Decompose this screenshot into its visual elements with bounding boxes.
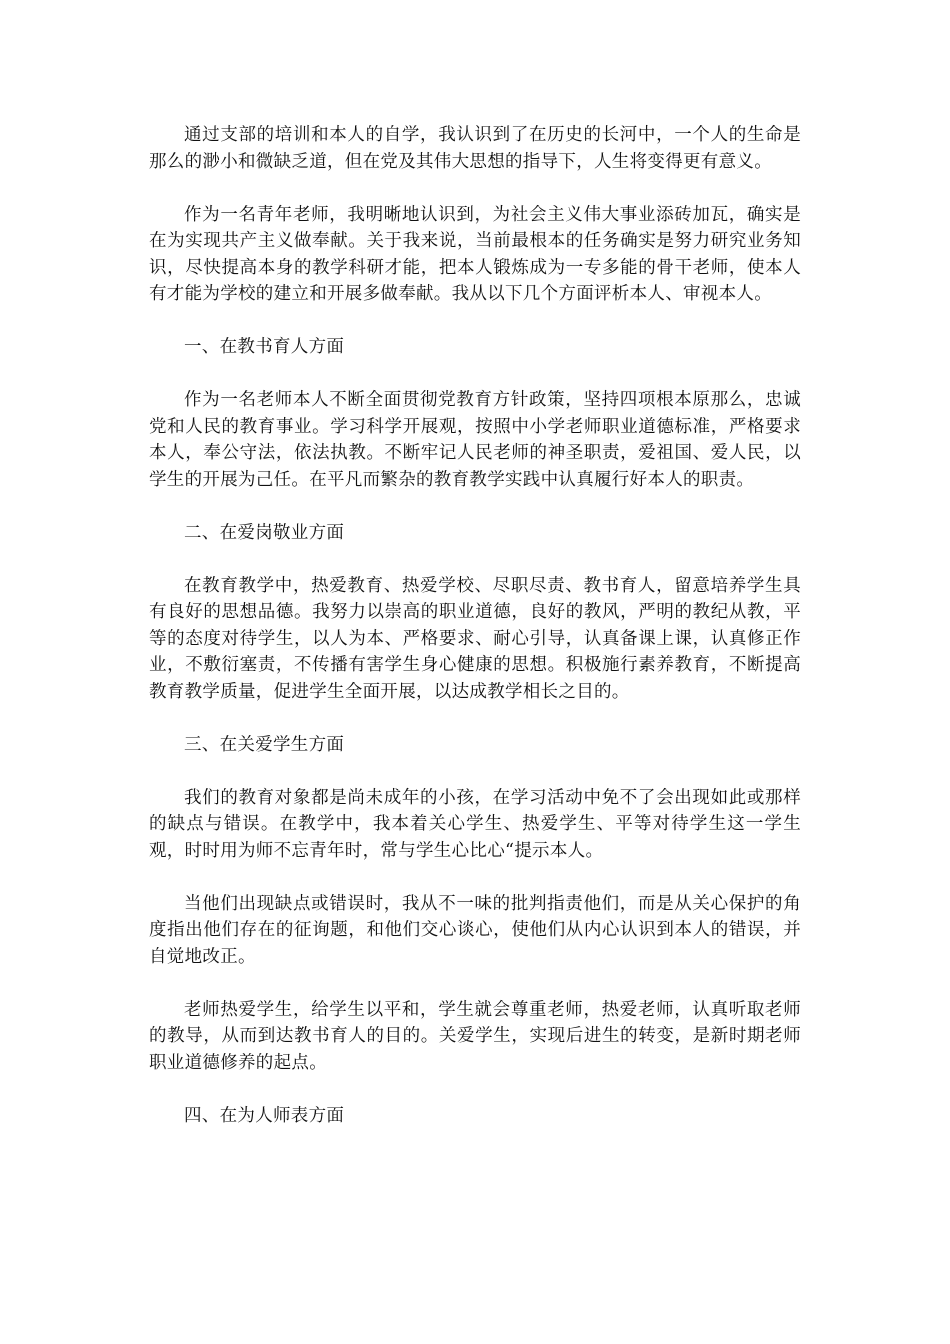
paragraph-caring-2: 当他们出现缺点或错误时，我从不一味的批判指责他们，而是从关心保护的角度指出他们存在的征询题，和他们交心谈心，使他们从内心认识到本人的错误，并自觉地改正。 xyxy=(149,893,801,967)
paragraph-young-teacher: 作为一名青年老师，我明晰地认识到，为社会主义伟大事业添砖加瓦，确实是在为实现共产主义做奉献。关于我来说，当前最根本的任务确实是努力研究业务知识，尽快提高本身的教学科研才能，把本人锻炼成为一专多能的骨干老师，使本人有才能为学校的建立和开展多做奉献。我从以下几个方面评析本人、审视本人。 xyxy=(149,204,801,304)
paragraph-intro: 通过支部的培训和本人的自学，我认识到了在历史的长河中，一个人的生命是那么的渺小和微缺乏道，但在党及其伟大思想的指导下，人生将变得更有意义。 xyxy=(149,125,801,172)
section-heading-dedication: 二、在爱岗敬业方面 xyxy=(184,522,345,543)
section-heading-role-model: 四、在为人师表方面 xyxy=(184,1105,345,1126)
paragraph-dedication: 在教育教学中，热爱教育、热爱学校、尽职尽责、教书育人，留意培养学生具有良好的思想品德。我努力以崇高的职业道德，良好的教风，严明的教纪从教，平等的态度对待学生，以人为本、严格要求、耐心引导，认真备课上课，认真修正作业，不敷衍塞责，不传播有害学生身心健康的思想。积极施行素养教育，不断提高教育教学质量，促进学生全面开展，以达成教学相长之目的。 xyxy=(149,575,801,702)
document-body xyxy=(149,122,801,1156)
paragraph-caring-1: 我们的教育对象都是尚未成年的小孩，在学习活动中免不了会出现如此或那样的缺点与错误。在教学中，我本着关心学生、热爱学生、平等对待学生这一学生观，时时用为师不忘青年时，常与学生心比心“提示本人。 xyxy=(149,787,801,861)
section-heading-caring: 三、在关爱学生方面 xyxy=(184,734,345,755)
section-heading-teaching: 一、在教书育人方面 xyxy=(184,337,345,357)
paragraph-caring-3: 老师热爱学生，给学生以平和，学生就会尊重老师，热爱老师，认真听取老师的教导，从而到达教书育人的目的。关爱学生，实现后进生的转变，是新时期老师职业道德修养的起点。 xyxy=(149,999,801,1073)
paragraph-teaching: 作为一名老师本人不断全面贯彻党教育方针政策，坚持四项根本原那么，忠诚党和人民的教育事业。学习科学开展观，按照中小学老师职业道德标准，严格要求本人，奉公守法，依法执教。不断牢记人民老师的神圣职责，爱祖国、爱人民，以学生的开展为己任。在平凡而繁杂的教育教学实践中认真履行好本人的职责。 xyxy=(149,390,801,490)
